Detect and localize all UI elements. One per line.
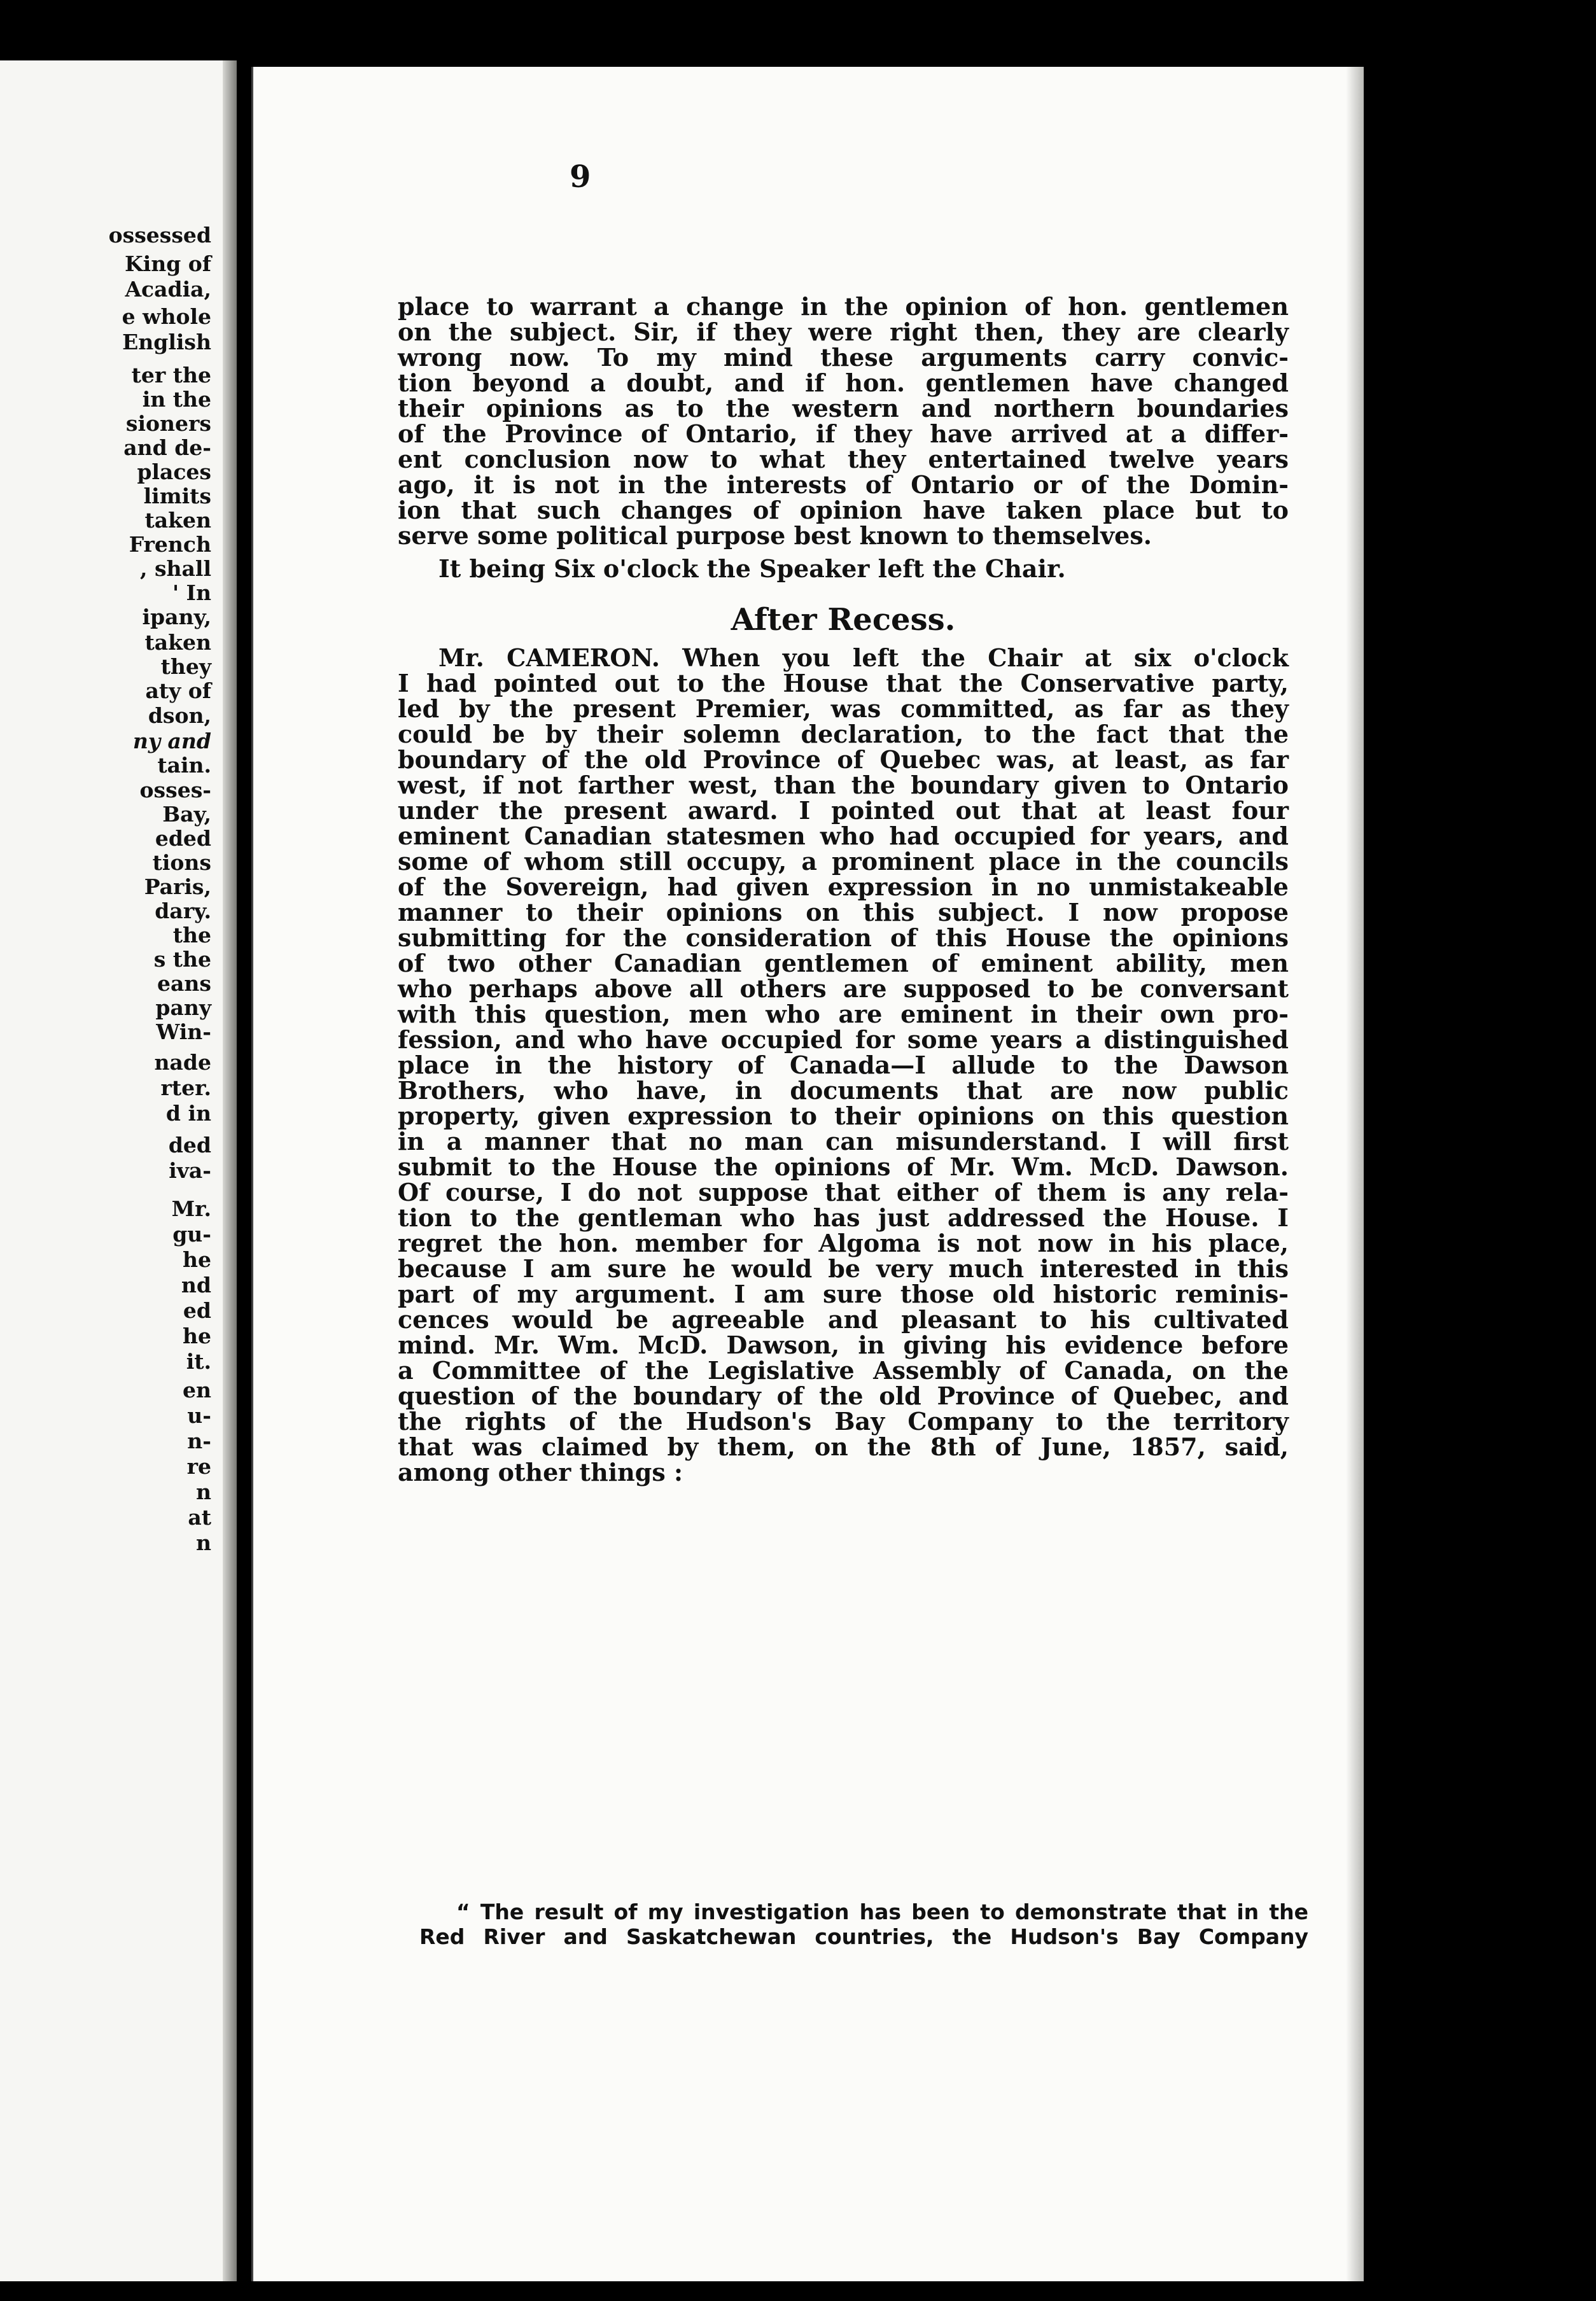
previous-page-line: English [122, 330, 211, 354]
previous-page-line: places [137, 459, 211, 484]
text-line: submitting for the consideration of this House the opinions [398, 923, 1289, 952]
previous-page-line: in the [142, 387, 211, 412]
text-line: led by the present Premier, was committed, as far as they [398, 694, 1289, 723]
text-line: west, if not farther west, than the boundary given to Ontario [398, 771, 1289, 799]
previous-page-line: rter. [160, 1075, 211, 1100]
previous-page-line: s the [153, 947, 211, 972]
previous-page-line: Mr. [171, 1196, 211, 1221]
paragraph-closing-argument [398, 294, 1289, 549]
text-line: ago, it is not in the interests of Ontario or of the Domin- [398, 470, 1289, 499]
previous-page-line: tain. [157, 753, 211, 778]
previous-page-line: ter the [131, 363, 211, 388]
text-line: boundary of the old Province of Quebec was, at least, as far [398, 745, 1289, 774]
quote-line: “ The result of my investigation has been to demonstrate that in the [456, 1899, 1308, 1924]
text-line: under the present award. I pointed out that at least four [398, 796, 1289, 825]
text-line: part of my argument. I am sure those old historic reminis- [398, 1280, 1289, 1308]
previous-page-line: he [183, 1247, 211, 1272]
previous-page-line: he [183, 1324, 211, 1348]
previous-page-line: the [172, 923, 211, 948]
previous-page-line: e whole [122, 304, 211, 329]
previous-page-line: ded [168, 1133, 211, 1157]
text-line: that was claimed by them, on the 8th of June, 1857, said, [398, 1432, 1289, 1461]
previous-page-line: osses- [139, 778, 211, 802]
previous-page-line: ossessed [108, 223, 211, 248]
previous-page-line: Win- [156, 1019, 211, 1044]
previous-page-line: Acadia, [125, 277, 211, 302]
page-gutter [223, 60, 237, 2281]
previous-page-line: ' In [172, 580, 211, 605]
previous-page-line: taken [144, 508, 211, 533]
previous-page-line: ny and [132, 729, 211, 753]
text-line: Mr. CAMERON. When you left the Chair at six o'clock [438, 643, 1289, 672]
text-line: tion to the gentleman who has just addressed the House. I [398, 1203, 1289, 1232]
text-line: Brothers, who have, in documents that are now public [398, 1076, 1289, 1105]
previous-page-line: sioners [125, 411, 211, 436]
quote-line: Red River and Saskatchewan countries, the Hudson's Bay Company [419, 1924, 1308, 1949]
text-line: among other things : [398, 1458, 683, 1486]
previous-page-line: eded [155, 826, 211, 851]
previous-page-line: nade [154, 1050, 211, 1075]
text-line: of the Province of Ontario, if they have arrived at a differ- [398, 419, 1289, 448]
previous-page-line: French [129, 532, 211, 557]
previous-page-line: d in [165, 1101, 211, 1126]
text-line: tion beyond a doubt, and if hon. gentlemen have changed [398, 368, 1289, 397]
previous-page-line: nd [181, 1273, 211, 1297]
previous-page-line: n [196, 1479, 211, 1504]
paragraph-speaker-left: It being Six o'clock the Speaker left the Chair. [438, 554, 1066, 583]
text-line: question of the boundary of the old Province of Quebec, and [398, 1381, 1289, 1410]
previous-page-line: tions [152, 850, 211, 875]
text-line: place to warrant a change in the opinion of hon. gentlemen [398, 292, 1289, 321]
previous-page-line: aty of [145, 678, 211, 703]
text-line: ent conclusion now to what they entertained twelve years [398, 445, 1289, 473]
previous-page-line: iva- [169, 1158, 211, 1183]
text-line: mind. Mr. Wm. McD. Dawson, in giving his evidence before [398, 1331, 1289, 1359]
text-line: cences would be agreeable and pleasant to his cultivated [398, 1305, 1289, 1334]
previous-page-line: gu- [172, 1222, 211, 1247]
section-heading: After Recess. [731, 602, 956, 638]
text-line: regret the hon. member for Algoma is not now in his place, [398, 1229, 1289, 1257]
text-line: place in the history of Canada—I allude to the Dawson [398, 1051, 1289, 1079]
text-line: the rights of the Hudson's Bay Company to the territory [398, 1407, 1289, 1436]
quoted-evidence [419, 1899, 1308, 1949]
previous-page-strip [0, 60, 237, 2281]
text-line: of two other Canadian gentlemen of eminent ability, men [398, 949, 1289, 977]
previous-page-line: , shall [139, 556, 211, 581]
previous-page-line: King of [125, 251, 211, 276]
text-line: on the subject. Sir, if they were right then, they are clearly [398, 318, 1289, 346]
previous-page-line: Paris, [144, 874, 211, 899]
text-line: I had pointed out to the House that the Conservative party, [398, 669, 1289, 697]
previous-page-line: dary. [155, 899, 211, 923]
page-number: 9 [570, 159, 591, 195]
previous-page-line: ipany, [142, 605, 211, 629]
previous-page-line: at [188, 1505, 211, 1530]
previous-page-line: u- [187, 1403, 211, 1428]
previous-page-line: n- [187, 1429, 211, 1453]
text-line: with this question, men who are eminent in their own pro- [398, 1000, 1289, 1028]
previous-page-line: limits [143, 484, 211, 508]
page-edge [1346, 67, 1364, 2281]
text-line: ion that such changes of opinion have taken place but to [398, 496, 1289, 524]
text-line: submit to the House the opinions of Mr. Wm. McD. Dawson. [398, 1152, 1289, 1181]
previous-page-line: dson, [148, 703, 211, 728]
previous-page-line: re [186, 1454, 211, 1479]
previous-page-line: ed [183, 1298, 211, 1323]
previous-page-line: they [160, 654, 211, 679]
paragraph-cameron [398, 645, 1289, 1485]
text-line: manner to their opinions on this subject. I now propose [398, 898, 1289, 927]
text-line: a Committee of the Legislative Assembly of Canada, on the [398, 1356, 1289, 1385]
text-line: Of course, I do not suppose that either of them is any rela- [398, 1178, 1289, 1206]
text-line: some of whom still occupy, a prominent place in the councils [398, 847, 1289, 876]
previous-page-line: n [196, 1530, 211, 1555]
text-line: property, given expression to their opinions on this question [398, 1102, 1289, 1130]
previous-page-line: and de- [123, 435, 211, 460]
text-line: eminent Canadian statesmen who had occupied for years, and [398, 822, 1289, 850]
text-line: their opinions as to the western and northern boundaries [398, 394, 1289, 423]
text-line: of the Sovereign, had given expression in no unmistakeable [398, 872, 1289, 901]
previous-page-line: it. [186, 1349, 211, 1374]
text-line: wrong now. To my mind these arguments carry convic- [398, 343, 1289, 372]
previous-page-line: en [183, 1378, 211, 1402]
previous-page-line: pany [155, 995, 211, 1020]
text-line: serve some political purpose best known to themselves. [398, 521, 1152, 550]
text-line: because I am sure he would be very much interested in this [398, 1254, 1289, 1283]
text-line: could be by their solemn declaration, to the fact that the [398, 720, 1289, 748]
text-line: who perhaps above all others are supposed to be conversant [398, 974, 1289, 1003]
page-body [398, 294, 1289, 1485]
text-line: in a manner that no man can misunderstand. I will first [398, 1127, 1289, 1156]
text-line: fession, and who have occupied for some years a distinguished [398, 1025, 1289, 1054]
previous-page-line: Bay, [162, 802, 211, 827]
previous-page-line: eans [157, 971, 211, 996]
previous-page-line: taken [144, 630, 211, 655]
